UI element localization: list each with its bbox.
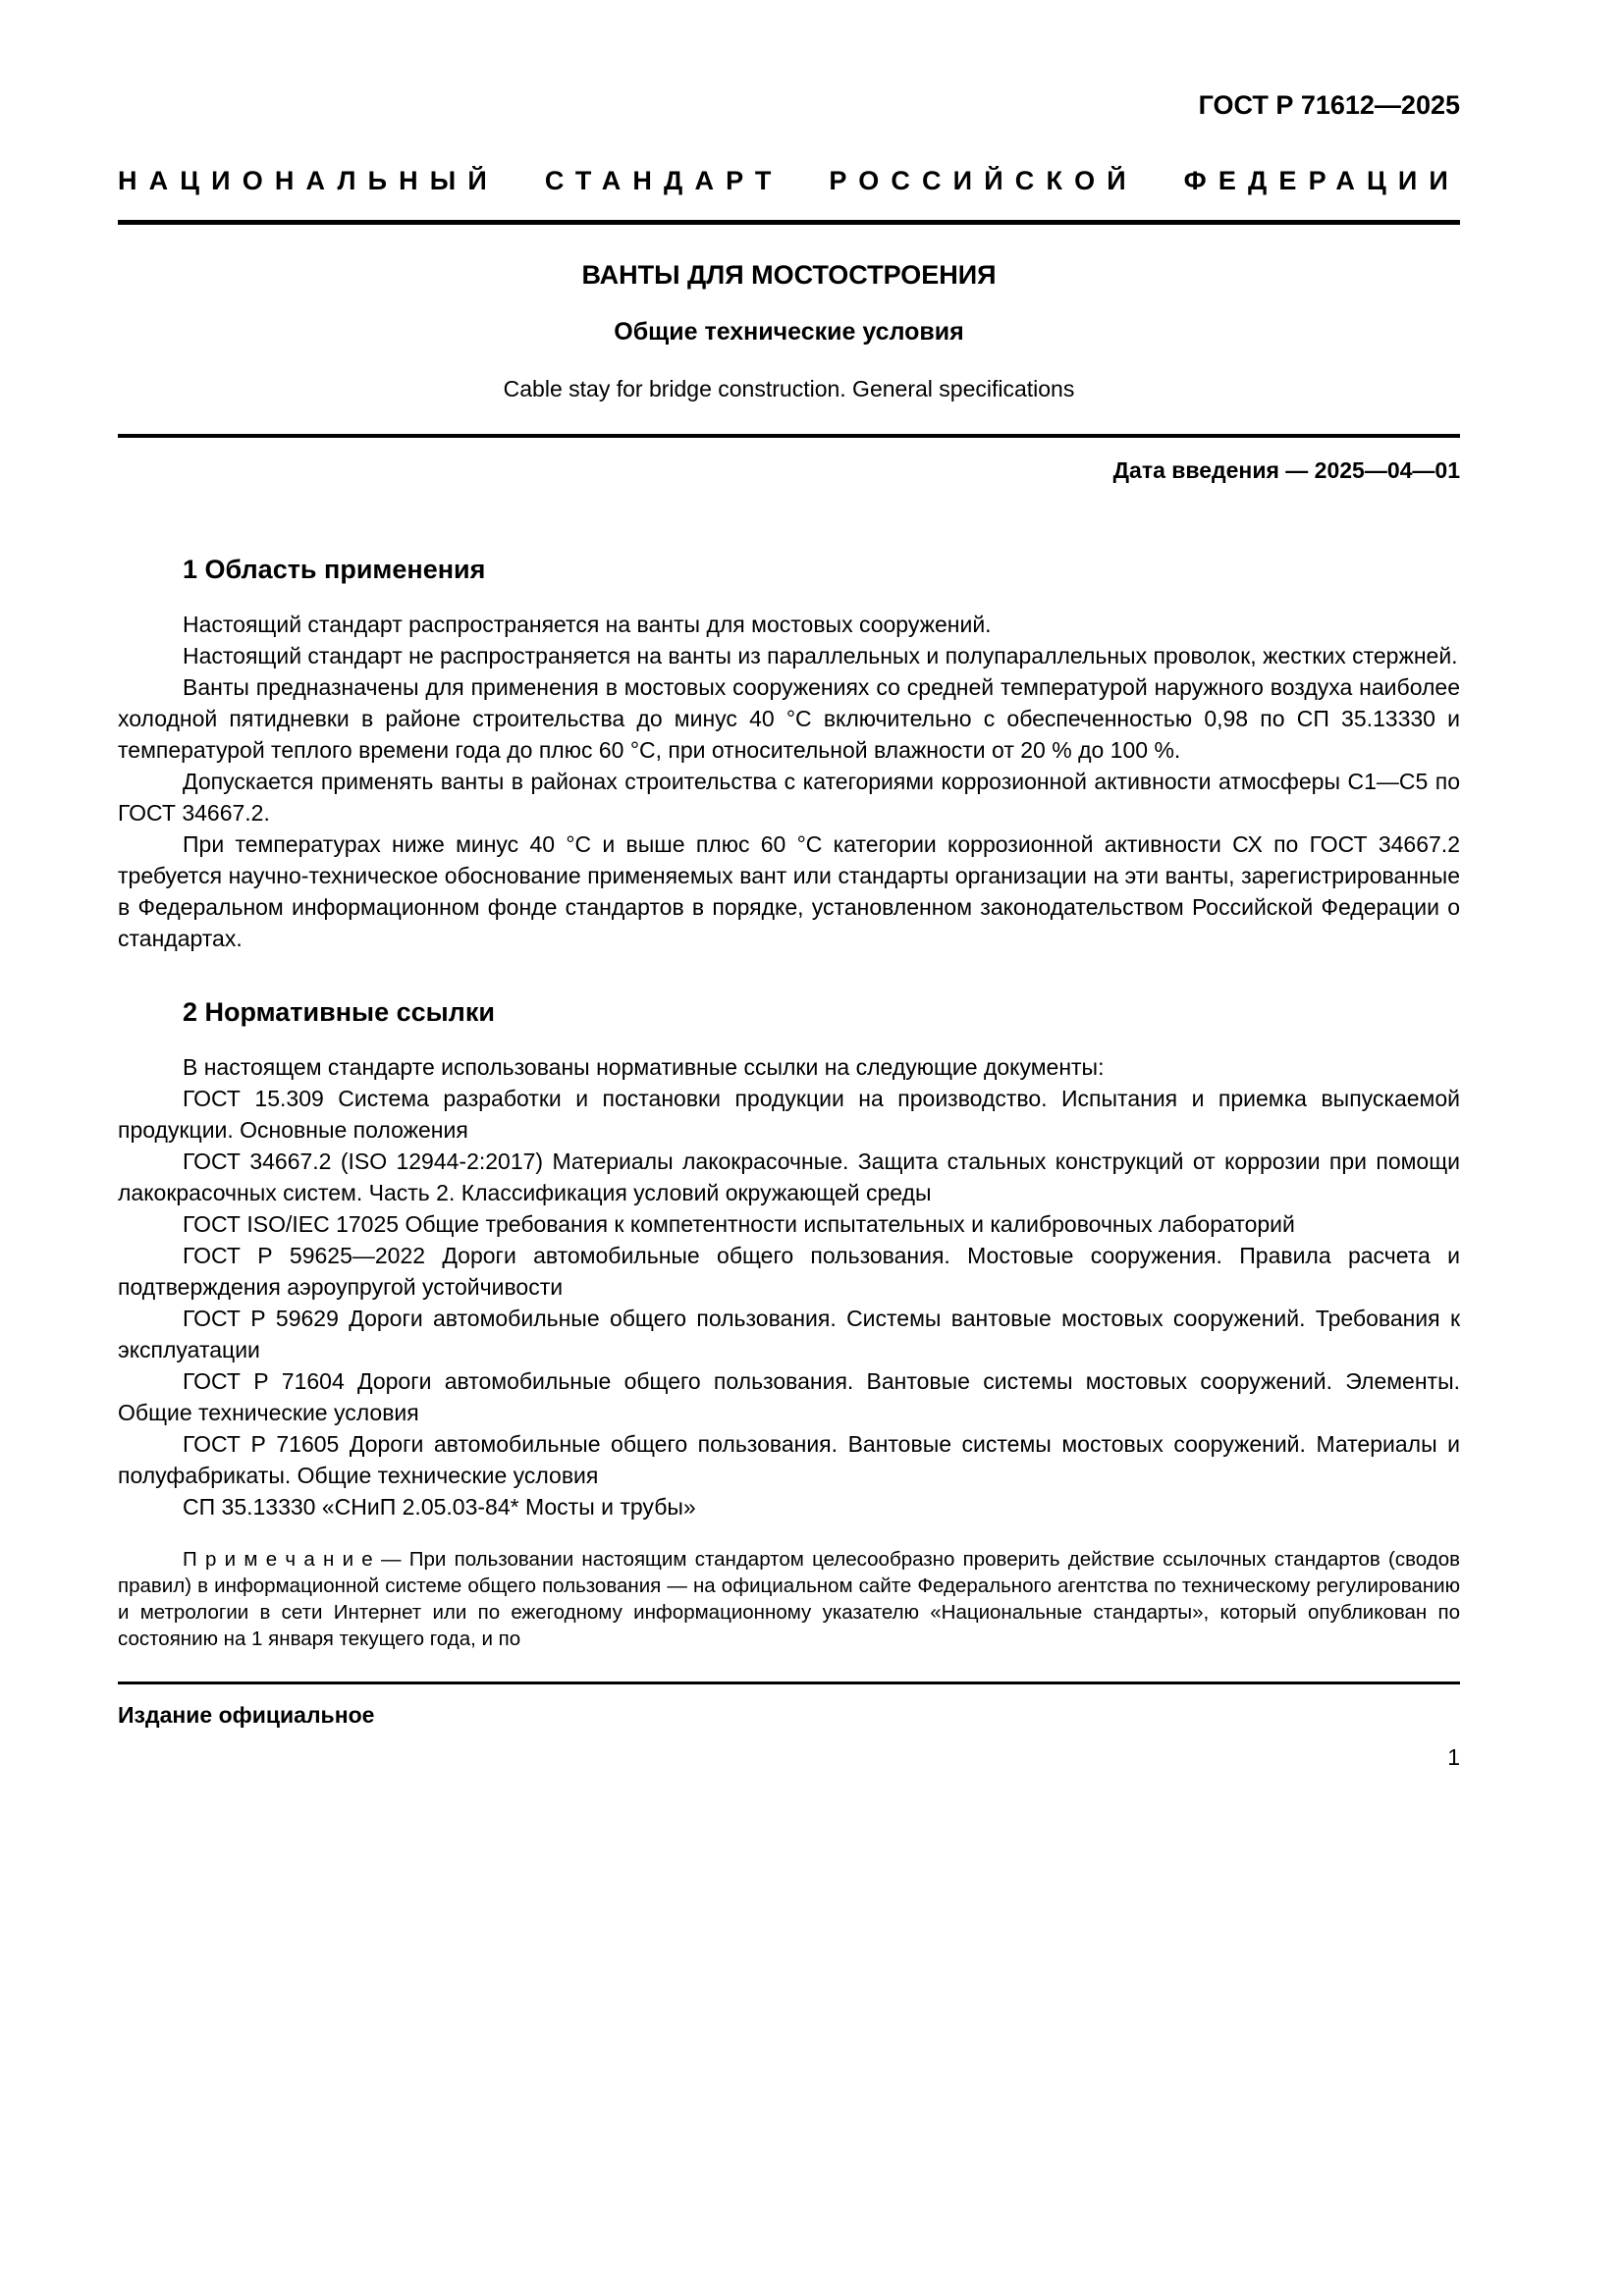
reference-designation: ГОСТ Р 59625—2022 (183, 1243, 426, 1268)
reference-item (118, 1303, 1460, 1365)
reference-designation: ГОСТ Р 59629 (183, 1306, 339, 1331)
section-2-heading: 2 Нормативные ссылки (183, 997, 495, 1027)
reference-item (118, 1428, 1460, 1491)
header-rule (118, 220, 1460, 225)
official-edition-note: Издание официальное (118, 1702, 375, 1728)
reference-item (118, 1083, 1460, 1146)
reference-designation: ГОСТ ISO/IEC 17025 (183, 1211, 400, 1237)
document-title: ВАНТЫ ДЛЯ МОСТОСТРОЕНИЯ (581, 260, 997, 290)
reference-item (118, 1491, 1460, 1522)
section-1-paragraph: При температурах ниже минус 40 °С и выше плюс 60 °С категории коррозионной активности СХ по ГОСТ 34667.2 требуется научно-техническое обоснование применяемых вант или стандарты организации на эти ванты, зарегистрированные в Федеральном информационном фонде стандартов в порядке, установленном законодательством Российской Федерации о стандартах. (118, 831, 1460, 951)
footer-rule (118, 1682, 1460, 1684)
reference-title: Материалы лакокрасочные. Защита стальных конструкций от коррозии при помощи лакокрасочных систем. Часть 2. Классификация условий окружающей среды (118, 1148, 1460, 1205)
reference-title: Дороги автомобильные общего пользования. Мостовые сооружения. Правила расчета и подтверждения аэроупругой устойчивости (118, 1243, 1460, 1300)
reference-designation: ГОСТ Р 71605 (183, 1431, 340, 1457)
reference-title: «СНиП 2.05.03-84* Мосты и трубы» (321, 1494, 696, 1520)
reference-item (118, 1240, 1460, 1303)
section-2-intro: В настоящем стандарте использованы нормативные ссылки на следующие документы: (183, 1054, 1105, 1080)
reference-title: Дороги автомобильные общего пользования. Вантовые системы мостовых сооружений. Элементы. Общие технические условия (118, 1368, 1460, 1425)
national-standard-banner: НАЦИОНАЛЬНЫЙ СТАНДАРТ РОССИЙСКОЙ ФЕДЕРАЦИИ (118, 166, 1460, 195)
reference-designation: ГОСТ 15.309 (183, 1086, 324, 1111)
reference-title: Система разработки и постановки продукции на производство. Испытания и приемка выпускаемой продукции. Основные положения (118, 1086, 1461, 1143)
section-1-paragraph: Настоящий стандарт распространяется на ванты для мостовых сооружений. (183, 612, 992, 637)
section-1-paragraph: Допускается применять ванты в районах строительства с категориями коррозионной активности атмосферы С1—С5 по ГОСТ 34667.2. (118, 769, 1460, 826)
reference-designation: ГОСТ 34667.2 (ISO 12944-2:2017) (183, 1148, 544, 1174)
section-1-heading: 1 Область применения (183, 555, 486, 584)
document-number: ГОСТ Р 71612—2025 (1198, 90, 1460, 120)
page-number: 1 (1447, 1744, 1460, 1770)
reference-title: Общие требования к компетентности испытательных и калибровочных лабораторий (405, 1211, 1295, 1237)
effective-date: Дата введения — 2025—04—01 (1112, 457, 1460, 483)
note-label: П р и м е ч а н и е (183, 1548, 373, 1571)
reference-item (118, 1365, 1460, 1428)
reference-title: Дороги автомобильные общего пользования. Вантовые системы мостовых сооружений. Материалы и полуфабрикаты. Общие технические условия (118, 1431, 1460, 1488)
title-block-rule (118, 434, 1460, 438)
reference-item (118, 1208, 1460, 1240)
reference-item (118, 1146, 1460, 1208)
document-subtitle: Общие технические условия (614, 318, 964, 346)
note-text: — При пользовании настоящим стандартом целесообразно проверить действие ссылочных стандартов (сводов правил) в информационной системе общего пользования — на официальном сайте Федерального агентства по техническому регулированию и метрологии в сети Интернет или по ежегодному информационному указателю «Национальные стандарты», который опубликован по состоянию на 1 января текущего года, и по (118, 1548, 1460, 1650)
reference-title: Дороги автомобильные общего пользования. Системы вантовые мостовых сооружений. Требования к эксплуатации (118, 1306, 1460, 1362)
section-1-paragraph: Настоящий стандарт не распространяется на ванты из параллельных и полупараллельных проволок, жестких стержней. (183, 643, 1458, 668)
section-1-paragraph: Ванты предназначены для применения в мостовых сооружениях со средней температурой наружного воздуха наиболее холодной пятидневки в районе строительства до минус 40 °С включительно с обеспеченностью 0,98 по СП 35.13330 и температурой теплого времени года до плюс 60 °С, при относительной влажности от 20 % до 100 %. (118, 674, 1460, 763)
reference-designation: ГОСТ Р 71604 (183, 1368, 345, 1394)
normative-note (118, 1546, 1460, 1652)
document-title-english: Cable stay for bridge construction. General specifications (503, 376, 1075, 401)
reference-designation: СП 35.13330 (183, 1494, 316, 1520)
